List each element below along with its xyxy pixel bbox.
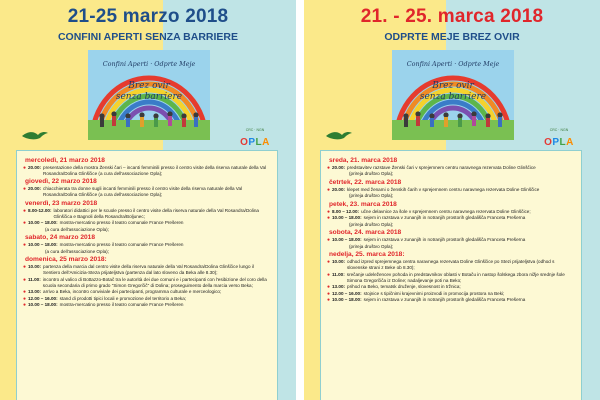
event-text: sejem in razstava v zunanjih in notranjih prostorih gledališča Franceta Prešerna (363, 215, 526, 220)
day-block (327, 201, 575, 228)
poster-divider (296, 0, 304, 400)
bullet-icon: ● (327, 237, 331, 243)
program-event (327, 215, 575, 221)
event-text: arrivo a Beka, incontro conviviale dei partecipanti, programma culturale e merceologico; (43, 289, 222, 294)
program-event (23, 296, 271, 302)
program-event (23, 242, 271, 248)
poster-subtitle: CONFINI APERTI SENZA BARRIERE (57, 31, 239, 43)
program-event (327, 237, 575, 243)
event-text: partenza della marcia dal centro visite della riserva naturale della Val Rosandra/Dolina Glinščice lungo il Sentiero dell'Amicizia-Steza prijateljstva (partenza dal lato sloveno da Beka alle 8.30); (43, 264, 254, 275)
event-time: 10.00 – 18.00: (28, 242, 58, 247)
event-time: 10.00: (332, 259, 346, 264)
opla-logo (238, 128, 272, 150)
program-event (23, 277, 271, 289)
bird-logo (20, 128, 50, 146)
program-event (23, 186, 271, 198)
event-time: 10.00 – 18.00: (332, 237, 362, 242)
bullet-icon: ● (23, 289, 27, 295)
program-event (327, 297, 575, 303)
event-time: 10.00 – 18.00: (28, 220, 58, 225)
event-text: predstavitev razstave Ženski čari v sprejemnem centru naravnega rezervata Doline Glinščice (347, 164, 536, 170)
artwork-top-text: Confini Aperti · Odprte Meje (102, 60, 196, 68)
slovene-poster (304, 0, 600, 400)
event-text: stojnice s tipičnimi krajevnimi proizvodi in promocija prostora na Beki; (363, 290, 505, 296)
program-event (327, 165, 575, 171)
event-text: chiacchierata tra donne sugli incanti femminili presso il centro visite della riserva naturale della Val Rosandra/Dolina Glinščice (a cura dell'associazione Opla); (43, 186, 243, 197)
bird-logo (324, 128, 354, 146)
event-note: (prireja društvo Opla); (349, 243, 394, 249)
event-note: (a cura dell'associazione Opla); (45, 226, 109, 232)
event-time: 10.00 – 18.00: (332, 297, 362, 302)
day-block (327, 251, 575, 303)
event-time: 10.00 – 18.00: (332, 215, 362, 220)
event-text: mostra-mercatino presso il teatro comunale France Prešeren (59, 302, 184, 307)
event-note: (prireja društvo Opla); (349, 171, 394, 176)
event-time: 20.00: (28, 164, 42, 170)
program-event (23, 165, 271, 177)
program-panel (16, 150, 278, 400)
program-event (327, 259, 575, 271)
bullet-icon: ● (23, 302, 27, 308)
bullet-icon: ● (327, 284, 331, 290)
event-text: srečanje udeležencev pohoda in predstavnikov oblasti v Botaču in nastop šolskega zbora nižje srednje šole Simona Gregorčiča iz Doline; nadaljevanje poti na Beko; (346, 271, 565, 283)
event-time: 8.00 – 12.00: (332, 208, 360, 214)
artwork-line1: Brez ovir (432, 81, 474, 91)
event-time: 10.00 – 18.00: (28, 302, 58, 307)
event-time: 10.00: (28, 264, 42, 269)
day-heading: giovedì, 22 marzo 2018 (25, 178, 97, 185)
event-time: 20.00: (332, 164, 346, 170)
rainbow-artwork (392, 50, 514, 140)
event-text: mostra-mercatino presso il teatro comunale France Prešeren (59, 242, 184, 247)
day-heading: sreda, 21. marca 2018 (329, 156, 398, 164)
program-event (327, 187, 575, 193)
day-block (327, 229, 575, 250)
day-block (23, 178, 271, 198)
event-time: 12.00 – 16.00: (28, 295, 58, 301)
bullet-icon: ● (23, 295, 27, 302)
bird-icon (324, 129, 354, 141)
event-time: 8.00-12.00: (28, 207, 52, 213)
poster-subtitle: ODPRTE MEJE BREZ OVIR (384, 31, 520, 43)
artwork-line2: senza barriere (115, 92, 183, 102)
program-event (23, 220, 271, 226)
bullet-icon: ● (23, 164, 27, 171)
bullet-icon: ● (23, 276, 27, 283)
event-time: 20.00: (28, 186, 42, 191)
artwork-top-text: Confini Aperti · Odprte Meje (406, 60, 500, 68)
program-event (23, 289, 271, 295)
bullet-icon: ● (23, 186, 27, 192)
day-block (327, 179, 575, 200)
bullet-icon: ● (327, 290, 331, 297)
rainbow-artwork (88, 50, 210, 140)
day-heading: domenica, 25 marzo 2018: (25, 256, 107, 263)
event-note: (prireja društvo Opla); (349, 221, 394, 227)
logo-caption: CRC · NGN (549, 128, 569, 132)
bullet-icon: ● (327, 297, 331, 303)
event-text: klepet med ženami o ženskih čarih v sprejemnem centru naravnega rezervata Doline Glinščice (347, 186, 540, 192)
program-event (327, 284, 575, 290)
program-event (23, 264, 271, 276)
date-title: 21. - 25. marca 2018 (360, 6, 544, 27)
day-block (327, 157, 575, 178)
logo-caption: CRC · NGN (245, 128, 265, 132)
event-time: 12.00 – 16.00: (332, 290, 362, 296)
bullet-icon: ● (23, 207, 27, 214)
program-event (23, 302, 271, 308)
bullet-icon: ● (327, 215, 331, 221)
bird-icon (20, 129, 50, 141)
event-note: (prireja društvo Opla); (349, 193, 394, 198)
program-event (23, 208, 271, 220)
bullet-icon: ● (327, 271, 331, 278)
opla-wordmark: OPLA (544, 137, 574, 148)
day-block (23, 157, 271, 177)
event-time: 11.00: (332, 271, 345, 277)
day-block (23, 200, 271, 233)
event-time: 11.00: (28, 276, 41, 282)
bullet-icon: ● (327, 208, 331, 215)
day-heading: nedelja, 25. marca 2018: (329, 251, 405, 258)
bullet-icon: ● (327, 186, 331, 193)
event-text: mostra-mercatino presso il teatro comunale France Prešeren (59, 220, 184, 225)
bullet-icon: ● (23, 220, 27, 226)
event-text: odhod izpred sprejemnega centra naravnega rezervata Doline Glinščice po Stezi prijateljstva (odhod s slovenske strani z Beke ob 8.30); (347, 259, 555, 270)
event-text: sejem in razstava v zunanjih in notranjih prostorih gledališča Franceta Prešerna (363, 237, 526, 242)
event-time: 13.00: (332, 284, 346, 289)
event-time: 20.00: (332, 186, 346, 192)
program-panel (320, 150, 582, 400)
event-text: prihod na Beko, tematsk druženje, slovesnost in tržnica; (347, 284, 461, 289)
bullet-icon: ● (327, 259, 331, 265)
event-text: stand di prodotti tipici locali e promozione del territorio a Beka; (59, 295, 187, 301)
day-block (23, 256, 271, 308)
day-heading: četrtek, 22. marca 2018 (329, 178, 402, 186)
bullet-icon: ● (327, 164, 331, 171)
day-heading: venerdì, 23 marzo 2018 (25, 199, 98, 207)
bullet-icon: ● (23, 242, 27, 248)
day-heading: sobota, 24. marca 2018 (329, 229, 402, 236)
event-note: (a cura dell'associazione Opla); (45, 248, 109, 254)
day-heading: petek, 23. marca 2018 (329, 200, 397, 208)
opla-wordmark: OPLA (240, 137, 270, 148)
opla-logo (542, 128, 576, 150)
event-text: laboratori didattici per le scuole presso il centro visite della riserva naturale della Val Rosandra/Dolina Glinščica e Bagnoli della Rosandra/Boljunec; (53, 207, 259, 219)
program-event (327, 209, 575, 215)
event-text: presentazione della mostra Ženski čari – incanti femminili presso il centro visite della riserva naturale della Val Rosandra/Dolina Glinščice (a cura dell'associazione Opla); (43, 164, 267, 176)
day-heading: sabato, 24 marzo 2018 (25, 234, 96, 241)
event-text: sejem in razstava v zunanjih in notranjih prostorih gledališča Franceta Prešerna (363, 297, 526, 302)
program-event (327, 291, 575, 297)
event-time: 13.00: (28, 289, 42, 294)
date-title: 21-25 marzo 2018 (67, 6, 229, 27)
artwork-line2: senza barriere (419, 92, 487, 102)
event-text: incontro al valico di Bottazzo-Botač tra le autorità dei due comuni e i partecipanti con l'esibizione del coro della scuola secondaria di primo grado "Simon Gregorčič" di Dolina; proseguimento della marcia verso Beka; (42, 276, 267, 288)
event-text: učne delavnice za šole v sprejemnem centru naravnega rezervata Doline Glinščice; (361, 208, 531, 214)
program-event (327, 272, 575, 284)
italian-poster (0, 0, 296, 400)
bullet-icon: ● (23, 264, 27, 270)
artwork-line1: Brez ovir (128, 81, 170, 91)
day-block (23, 234, 271, 255)
day-heading: mercoledì, 21 marzo 2018 (25, 156, 105, 164)
